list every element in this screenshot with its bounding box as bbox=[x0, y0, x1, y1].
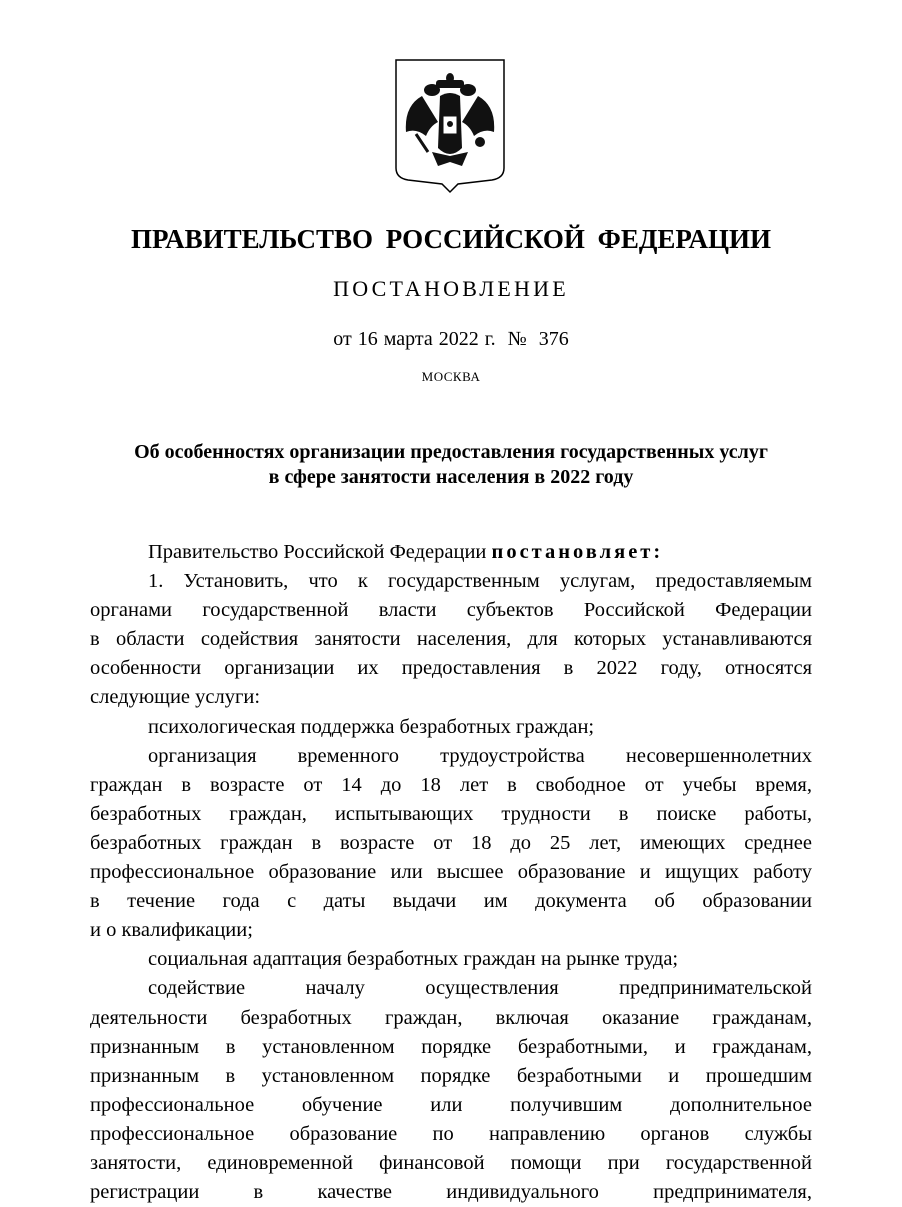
text-line: безработных граждан, испытывающих трудности в поиске работы, bbox=[90, 802, 812, 825]
text-line: и о квалификации; bbox=[90, 919, 253, 942]
date-and-number: от 16 марта 2022 г. № 376 bbox=[333, 328, 569, 350]
text-line: профессиональное образование или высшее образование и ищущих работу bbox=[90, 861, 812, 884]
text-line: профессиональное обучение или получившим дополнительное bbox=[90, 1093, 812, 1116]
text-line: следующие услуги: bbox=[90, 686, 261, 709]
preamble bbox=[90, 538, 812, 567]
text-line: граждан в возрасте от 14 до 18 лет в свободное от учебы время, bbox=[90, 773, 812, 796]
text-line: признанным в установленном порядке безработными и прошедшим bbox=[90, 1064, 812, 1087]
text-line: социальная адаптация безработных граждан на рынке труда; bbox=[148, 948, 679, 971]
paragraph bbox=[90, 713, 812, 742]
text-line: деятельности безработных граждан, включая оказание гражданам, bbox=[90, 1006, 812, 1029]
document-body bbox=[90, 538, 812, 1207]
city: МОСКВА bbox=[421, 369, 481, 384]
text-line: безработных граждан в возрасте от 18 до 25 лет, имеющих среднее bbox=[90, 831, 812, 854]
paragraph bbox=[90, 742, 812, 946]
paragraph bbox=[90, 567, 812, 712]
text-line: регистрации в качестве индивидуального предпринимателя, bbox=[90, 1181, 812, 1204]
text-line: содействие началу осуществления предпринимательской bbox=[148, 977, 812, 1000]
issuer-title: ПРАВИТЕЛЬСТВО РОССИЙСКОЙ ФЕДЕРАЦИИ bbox=[131, 224, 771, 254]
subject-line: Об особенностях организации предоставления государственных услуг bbox=[134, 441, 768, 463]
paragraph bbox=[90, 974, 812, 1207]
document-subject bbox=[0, 440, 902, 490]
text-line: психологическая поддержка безработных граждан; bbox=[148, 715, 595, 738]
preamble-text: Правительство Российской Федерации bbox=[148, 541, 487, 563]
subject-line: в сфере занятости населения в 2022 году bbox=[268, 466, 634, 488]
text-line: занятости, единовременной финансовой помощи при государственной bbox=[90, 1151, 812, 1174]
text-line: 1. Установить, что к государственным услугам, предоставляемым bbox=[148, 570, 812, 593]
text-line: профессиональное образование по направлению органов службы bbox=[90, 1122, 812, 1145]
text-line: признанным в установленном порядке безработными, и гражданам, bbox=[90, 1035, 812, 1058]
text-line: в области содействия занятости населения, для которых устанавливаются bbox=[90, 628, 812, 651]
text-line: особенности организации их предоставления в 2022 году, относятся bbox=[90, 657, 812, 680]
paragraph bbox=[90, 945, 812, 974]
document-type: ПОСТАНОВЛЕНИЕ bbox=[333, 276, 569, 301]
preamble-emphasis: постановляет: bbox=[491, 541, 664, 563]
text-line: организация временного трудоустройства несовершеннолетних bbox=[148, 744, 812, 767]
coat-of-arms-icon bbox=[392, 56, 508, 196]
text-line: органами государственной власти субъектов Российской Федерации bbox=[90, 599, 812, 622]
text-line: в течение года с даты выдачи им документа об образовании bbox=[90, 890, 812, 913]
